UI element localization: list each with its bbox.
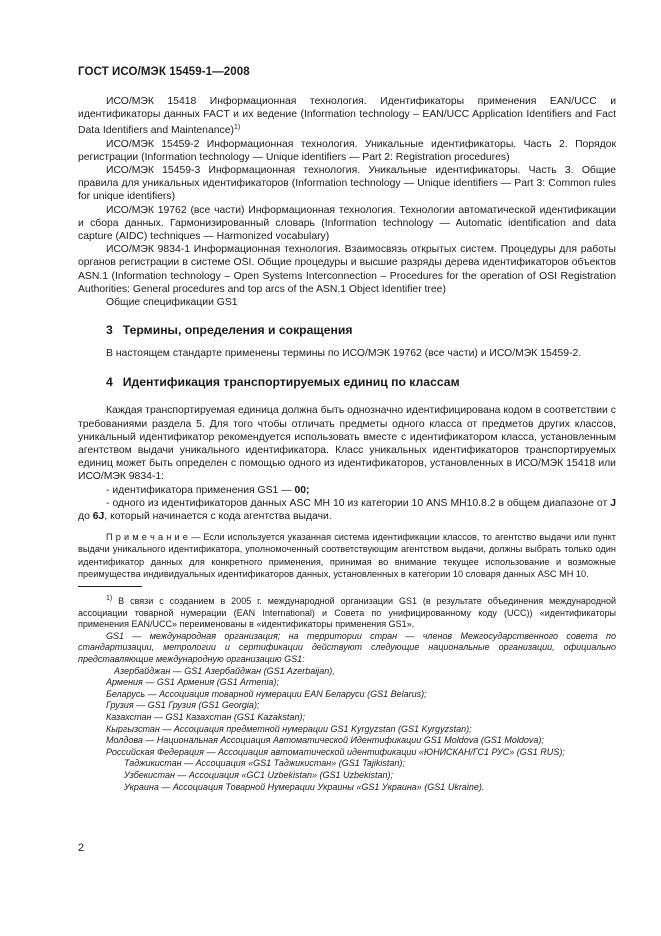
member-item: Беларусь — Ассоциация товарной нумерации EAN Беларуси (GS1 Belarus); — [106, 688, 427, 699]
section-3-heading — [78, 322, 616, 338]
member-item: Кыргызстан — Ассоциация предметной нумерации GS1 Kyrgyzstan (GS1 Kyrgyzstan); — [106, 723, 472, 734]
document-header: ГОСТ ИСО/МЭК 15459-1—2008 — [78, 66, 250, 78]
member-item: Армения — GS1 Армения (GS1 Armenia); — [106, 677, 279, 688]
footnote-marker: 1) — [106, 595, 113, 603]
document-body — [78, 95, 616, 793]
list-item-code: J — [610, 497, 616, 509]
section-3-text: В настоящем стандарте применены термины по ИСО/МЭК 19762 (все части) и ИСО/МЭК 15459-2. — [106, 348, 582, 360]
member-item: Украина — Ассоциация Товарной Нумерации Украины «GS1 Украина» (GS1 Ukraine). — [124, 781, 485, 792]
member-item: Узбекистан — Ассоциация «GC1 Uzbekistan» (GS1 Uzbekistan); — [124, 770, 393, 780]
reference-item — [78, 95, 616, 138]
footnote-intro: GS1 — международная организация; на территории стран — членов Межгосударственного совета по стандартизации, метрологии и сертификации действуют следующие национальные организации, официально представляющие международную организацию GS1: — [78, 630, 616, 665]
section-4-heading — [78, 374, 616, 390]
list-item — [78, 484, 616, 497]
section-4-text: Каждая транспортируемая единица должна быть однозначно идентифицирована кодом в соответствии с требованиями раздела 5. Для того чтобы отличать предметы одного класса от предметов других классов, уникальный идентификатор рекомендуется использовать вместе с идентификатором класса, установленным агентством выдачи уникального идентификатора. Класс уникальных идентификаторов транспортируемых единиц может быть определен с помощью одного из идентификаторов, установленных в ИСО/МЭК 15418 или ИСО/МЭК 9834-1: — [78, 405, 616, 483]
list-item-text: - одного из идентификаторов данных ASC MH 10 из категории 10 ANS MH10.8.2 в общем диапазоне от — [106, 497, 611, 509]
footnote-text: В связи с созданием в 2005 г. международной организации GS1 (в результате объединения международной ассоциации товарной нумерации (EAN International) и Совета по унифицированному коду (UCC)) «идентификаторы применения EAN/UCC» переименованы в «идентификаторы применения GS1». — [78, 596, 616, 630]
member-item: Российская Федерация — Ассоциация автоматической идентификации «ЮНИСКАН/ГС1 РУС» (GS1 RUS); — [106, 746, 565, 757]
member-item: Азербайджан — GS1 Азербайджан (GS1 Azerbaijan), — [114, 665, 335, 676]
reference-item: ИСО/МЭК 15459-2 Информационная технология. Уникальные идентификаторы. Часть 2. Порядок регистрации (Information technology — Unique identifiers — Part 2: Registration procedures) — [78, 138, 616, 163]
member-item: Таджикистан — Ассоциация «GS1 Таджикистан» (GS1 Tajikistan); — [124, 758, 405, 769]
note: П р и м е ч а н и е — Если используется указанная система идентификации классов, то агентство выдачи или пункт выдачи уникального идентификатора, уполномоченный соответствующим агентством выдачи, должны выбрать только один идентификатор данных для конкретного применения, принимая во внимание текущее использование и возможные преимущества индивидуальных идентификаторов данных, установленных в категории 10 словаря данных ASC MH 10. — [78, 532, 616, 579]
list-item-text: - идентификатора применения GS1 — — [106, 484, 295, 496]
reference-item: ИСО/МЭК 9834-1 Информационная технология. Взаимосвязь открытых систем. Процедуры для работы органов регистрации в системе OSI. Общие процедуры и высшие разряды дерева идентификаторов объектов ASN.1 (Information technology – Open Systems Interconnection – Procedures for the operation of OSI Registration Authorities: General procedures and top arcs of the ASN.1 Object Identifier tree) — [78, 244, 616, 295]
reference-item: ИСО/МЭК 15459-3 Информационная технология. Уникальные идентификаторы. Часть 3. Общие правила для уникальных идентификаторов (Information technology — Unique identifiers — Part 3: Common rules for unique identifiers) — [78, 165, 616, 203]
list-item-code: 00; — [294, 484, 310, 496]
footnote-marker: 1) — [233, 124, 241, 132]
section-number: 4 — [106, 375, 113, 390]
section-title: Идентификация транспортируемых единиц по классам — [122, 375, 460, 390]
reference-text: ИСО/МЭК 15418 Информационная технология. Идентификаторы применения EAN/UCC и идентификаторы данных FACT и их ведение (Information technology – EAN/UCC Application Identifiers and Fact Data Identifiers and Maintenance) — [78, 96, 616, 137]
footnote-divider — [78, 586, 142, 587]
section-title: Термины, определения и сокращения — [122, 323, 353, 338]
reference-item: Общие спецификации GS1 — [106, 297, 238, 309]
member-item: Грузия — GS1 Грузия (GS1 Georgia); — [106, 700, 260, 711]
footnote — [78, 593, 616, 631]
section-number: 3 — [106, 323, 113, 338]
list-item — [78, 497, 616, 523]
list-item-code: 6J — [92, 511, 105, 523]
reference-item: ИСО/МЭК 19762 (все части) Информационная технология. Технологии автоматической идентификации и сбора данных. Гармонизированный словарь (Information technology — Automatic identification and data capture (AIDC) techniques — Harmonized vocabulary) — [78, 204, 616, 243]
member-item: Молдова — Национальная Ассоциация Автоматической Идентификации GS1 Moldova (GS1 Moldova); — [106, 735, 544, 746]
member-item: Казахстан — GS1 Казахстан (GS1 Kazakstan); — [106, 712, 305, 723]
list-item-text: , который начинается с кода агентства выдачи. — [104, 511, 332, 523]
list-item-text: до — [78, 511, 93, 523]
page-number: 2 — [78, 842, 85, 854]
